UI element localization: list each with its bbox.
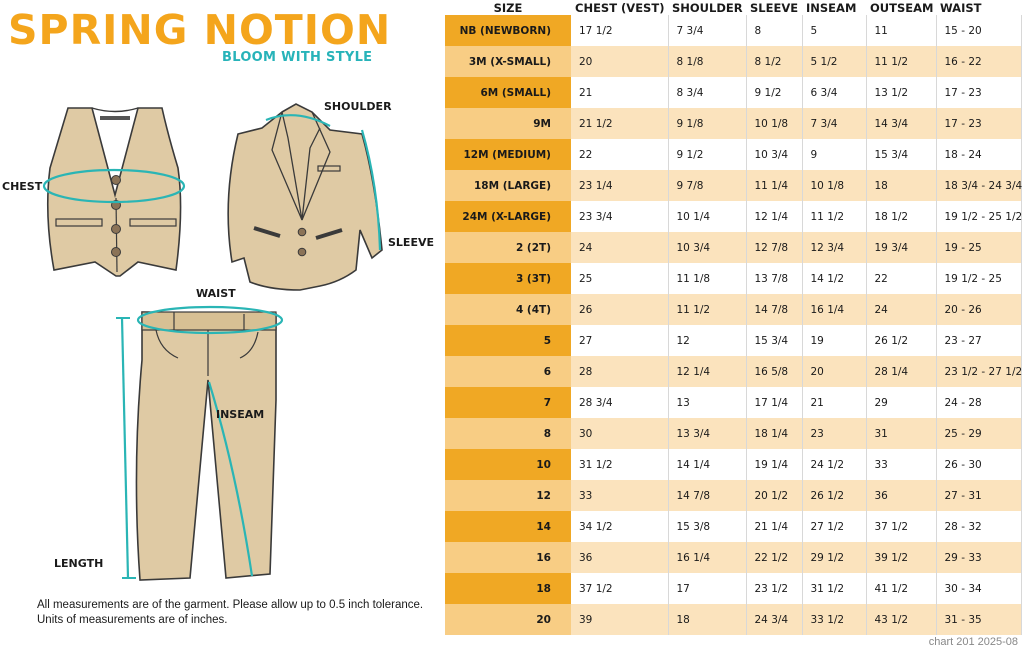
- cell-outseam: 39 1/2: [866, 542, 936, 573]
- cell-outseam: 18: [866, 170, 936, 201]
- cell-outseam: 28 1/4: [866, 356, 936, 387]
- cell-inseam: 6 3/4: [802, 77, 866, 108]
- cell-shoulder: 12 1/4: [668, 356, 746, 387]
- table-row: [445, 15, 1021, 46]
- cell-inseam: 16 1/4: [802, 294, 866, 325]
- cell-size: 7: [445, 387, 571, 418]
- table-row: [445, 77, 1021, 108]
- header-sleeve: SLEEVE: [750, 0, 799, 15]
- pants-drawing: [116, 307, 282, 580]
- cell-waist: 24 - 28: [936, 387, 1021, 418]
- cell-chest: 21: [571, 77, 668, 108]
- cell-inseam: 26 1/2: [802, 480, 866, 511]
- cell-inseam: 5: [802, 15, 866, 46]
- table-row: [445, 201, 1021, 232]
- cell-sleeve: 14 7/8: [746, 294, 802, 325]
- note-line-1: All measurements are of the garment. Please allow up to 0.5 inch tolerance.: [37, 599, 424, 611]
- cell-sleeve: 22 1/2: [746, 542, 802, 573]
- inseam-label: INSEAM: [216, 408, 265, 421]
- cell-inseam: 11 1/2: [802, 201, 866, 232]
- cell-waist: 17 - 23: [936, 108, 1021, 139]
- cell-sleeve: 11 1/4: [746, 170, 802, 201]
- cell-chest: 23 1/4: [571, 170, 668, 201]
- cell-shoulder: 13: [668, 387, 746, 418]
- table-row: [445, 511, 1021, 542]
- cell-inseam: 7 3/4: [802, 108, 866, 139]
- waist-label: WAIST: [196, 287, 236, 300]
- table-row: [445, 573, 1021, 604]
- cell-chest: 23 3/4: [571, 201, 668, 232]
- cell-outseam: 24: [866, 294, 936, 325]
- cell-sleeve: 8: [746, 15, 802, 46]
- cell-chest: 36: [571, 542, 668, 573]
- table-row: [445, 46, 1021, 77]
- table-row: [445, 170, 1021, 201]
- cell-size: 3M (X-SMALL): [445, 46, 571, 77]
- cell-chest: 39: [571, 604, 668, 635]
- cell-inseam: 19: [802, 325, 866, 356]
- cell-shoulder: 14 1/4: [668, 449, 746, 480]
- header-size: SIZE: [493, 0, 523, 15]
- cell-chest: 28: [571, 356, 668, 387]
- cell-outseam: 19 3/4: [866, 232, 936, 263]
- cell-size: 18M (LARGE): [445, 170, 571, 201]
- cell-size: 14: [445, 511, 571, 542]
- cell-outseam: 11 1/2: [866, 46, 936, 77]
- jacket-drawing: [228, 104, 382, 290]
- cell-inseam: 29 1/2: [802, 542, 866, 573]
- cell-outseam: 41 1/2: [866, 573, 936, 604]
- cell-size: 6: [445, 356, 571, 387]
- cell-waist: 29 - 33: [936, 542, 1021, 573]
- cell-sleeve: 10 3/4: [746, 139, 802, 170]
- cell-shoulder: 10 3/4: [668, 232, 746, 263]
- cell-sleeve: 13 7/8: [746, 263, 802, 294]
- cell-sleeve: 10 1/8: [746, 108, 802, 139]
- cell-shoulder: 8 1/8: [668, 46, 746, 77]
- header-outseam: OUTSEAM: [870, 0, 934, 15]
- cell-inseam: 12 3/4: [802, 232, 866, 263]
- cell-size: 9M: [445, 108, 571, 139]
- table-row: [445, 449, 1021, 480]
- cell-inseam: 21: [802, 387, 866, 418]
- cell-chest: 20: [571, 46, 668, 77]
- table-row: [445, 139, 1021, 170]
- cell-size: 6M (SMALL): [445, 77, 571, 108]
- cell-outseam: 29: [866, 387, 936, 418]
- cell-waist: 30 - 34: [936, 573, 1021, 604]
- table-body: [445, 15, 1021, 635]
- cell-size: NB (NEWBORN): [445, 15, 571, 46]
- cell-outseam: 43 1/2: [866, 604, 936, 635]
- cell-waist: 19 1/2 - 25 1/2: [936, 201, 1021, 232]
- cell-chest: 33: [571, 480, 668, 511]
- table-row: [445, 356, 1021, 387]
- vest-drawing: [44, 108, 184, 276]
- cell-outseam: 31: [866, 418, 936, 449]
- cell-outseam: 37 1/2: [866, 511, 936, 542]
- table-header-row: [445, 0, 1021, 15]
- cell-shoulder: 17: [668, 573, 746, 604]
- header-chest: CHEST (VEST): [575, 0, 665, 15]
- cell-size: 12: [445, 480, 571, 511]
- cell-sleeve: 9 1/2: [746, 77, 802, 108]
- cell-waist: 18 3/4 - 24 3/4: [936, 170, 1021, 201]
- cell-waist: 18 - 24: [936, 139, 1021, 170]
- cell-outseam: 22: [866, 263, 936, 294]
- header-inseam: INSEAM: [806, 0, 857, 15]
- table-row: [445, 387, 1021, 418]
- cell-chest: 17 1/2: [571, 15, 668, 46]
- cell-chest: 21 1/2: [571, 108, 668, 139]
- cell-size: 2 (2T): [445, 232, 571, 263]
- cell-outseam: 11: [866, 15, 936, 46]
- cell-waist: 20 - 26: [936, 294, 1021, 325]
- cell-shoulder: 12: [668, 325, 746, 356]
- cell-size: 18: [445, 573, 571, 604]
- cell-size: 8: [445, 418, 571, 449]
- cell-size: 10: [445, 449, 571, 480]
- cell-sleeve: 15 3/4: [746, 325, 802, 356]
- cell-waist: 19 - 25: [936, 232, 1021, 263]
- table-row: [445, 108, 1021, 139]
- chest-label: CHEST: [2, 180, 43, 193]
- cell-inseam: 31 1/2: [802, 573, 866, 604]
- cell-chest: 31 1/2: [571, 449, 668, 480]
- cell-sleeve: 8 1/2: [746, 46, 802, 77]
- cell-waist: 19 1/2 - 25: [936, 263, 1021, 294]
- cell-inseam: 23: [802, 418, 866, 449]
- cell-waist: 25 - 29: [936, 418, 1021, 449]
- cell-size: 12M (MEDIUM): [445, 139, 571, 170]
- garment-illustration: [0, 0, 440, 654]
- cell-sleeve: 18 1/4: [746, 418, 802, 449]
- table-row: [445, 294, 1021, 325]
- brand-name: SPRING NOTION: [8, 6, 392, 54]
- table-row: [445, 418, 1021, 449]
- cell-size: 24M (X-LARGE): [445, 201, 571, 232]
- cell-inseam: 14 1/2: [802, 263, 866, 294]
- cell-sleeve: 23 1/2: [746, 573, 802, 604]
- cell-shoulder: 16 1/4: [668, 542, 746, 573]
- length-label: LENGTH: [54, 557, 104, 570]
- cell-inseam: 5 1/2: [802, 46, 866, 77]
- cell-sleeve: 12 7/8: [746, 232, 802, 263]
- cell-waist: 23 1/2 - 27 1/2: [936, 356, 1021, 387]
- cell-inseam: 33 1/2: [802, 604, 866, 635]
- table-row: [445, 263, 1021, 294]
- cell-waist: 17 - 23: [936, 77, 1021, 108]
- table-row: [445, 480, 1021, 511]
- cell-waist: 31 - 35: [936, 604, 1021, 635]
- cell-sleeve: 17 1/4: [746, 387, 802, 418]
- table-row: [445, 232, 1021, 263]
- table-row: [445, 325, 1021, 356]
- cell-shoulder: 9 7/8: [668, 170, 746, 201]
- cell-size: 3 (3T): [445, 263, 571, 294]
- cell-shoulder: 7 3/4: [668, 15, 746, 46]
- cell-outseam: 14 3/4: [866, 108, 936, 139]
- cell-chest: 26: [571, 294, 668, 325]
- cell-waist: 16 - 22: [936, 46, 1021, 77]
- table-row: [445, 604, 1021, 635]
- cell-inseam: 27 1/2: [802, 511, 866, 542]
- cell-outseam: 13 1/2: [866, 77, 936, 108]
- cell-chest: 34 1/2: [571, 511, 668, 542]
- cell-shoulder: 9 1/8: [668, 108, 746, 139]
- cell-waist: 23 - 27: [936, 325, 1021, 356]
- cell-inseam: 24 1/2: [802, 449, 866, 480]
- note-line-2: Units of measurements are of inches.: [37, 614, 228, 626]
- sleeve-label: SLEEVE: [388, 236, 434, 249]
- cell-size: 5: [445, 325, 571, 356]
- cell-sleeve: 16 5/8: [746, 356, 802, 387]
- cell-shoulder: 11 1/8: [668, 263, 746, 294]
- cell-sleeve: 24 3/4: [746, 604, 802, 635]
- cell-shoulder: 15 3/8: [668, 511, 746, 542]
- cell-outseam: 18 1/2: [866, 201, 936, 232]
- cell-shoulder: 11 1/2: [668, 294, 746, 325]
- cell-shoulder: 8 3/4: [668, 77, 746, 108]
- cell-shoulder: 10 1/4: [668, 201, 746, 232]
- cell-sleeve: 20 1/2: [746, 480, 802, 511]
- cell-size: 16: [445, 542, 571, 573]
- cell-sleeve: 21 1/4: [746, 511, 802, 542]
- cell-outseam: 36: [866, 480, 936, 511]
- table-row: [445, 542, 1021, 573]
- shoulder-label: SHOULDER: [324, 100, 392, 113]
- header-waist: WAIST: [940, 0, 982, 15]
- size-chart-table: [445, 0, 1022, 635]
- cell-outseam: 26 1/2: [866, 325, 936, 356]
- cell-chest: 22: [571, 139, 668, 170]
- measurement-note: [37, 598, 423, 628]
- cell-outseam: 33: [866, 449, 936, 480]
- cell-waist: 27 - 31: [936, 480, 1021, 511]
- cell-waist: 28 - 32: [936, 511, 1021, 542]
- cell-sleeve: 12 1/4: [746, 201, 802, 232]
- header-shoulder: SHOULDER: [672, 0, 743, 15]
- cell-outseam: 15 3/4: [866, 139, 936, 170]
- cell-chest: 24: [571, 232, 668, 263]
- cell-shoulder: 9 1/2: [668, 139, 746, 170]
- cell-inseam: 10 1/8: [802, 170, 866, 201]
- cell-size: 4 (4T): [445, 294, 571, 325]
- cell-sleeve: 19 1/4: [746, 449, 802, 480]
- cell-chest: 37 1/2: [571, 573, 668, 604]
- cell-shoulder: 18: [668, 604, 746, 635]
- cell-shoulder: 13 3/4: [668, 418, 746, 449]
- brand-tagline: BLOOM WITH STYLE: [222, 50, 373, 65]
- cell-inseam: 9: [802, 139, 866, 170]
- cell-chest: 27: [571, 325, 668, 356]
- cell-size: 20: [445, 604, 571, 635]
- chart-footer: chart 201 2025-08: [928, 636, 1018, 648]
- cell-inseam: 20: [802, 356, 866, 387]
- cell-chest: 30: [571, 418, 668, 449]
- cell-waist: 26 - 30: [936, 449, 1021, 480]
- cell-chest: 25: [571, 263, 668, 294]
- cell-chest: 28 3/4: [571, 387, 668, 418]
- cell-shoulder: 14 7/8: [668, 480, 746, 511]
- cell-waist: 15 - 20: [936, 15, 1021, 46]
